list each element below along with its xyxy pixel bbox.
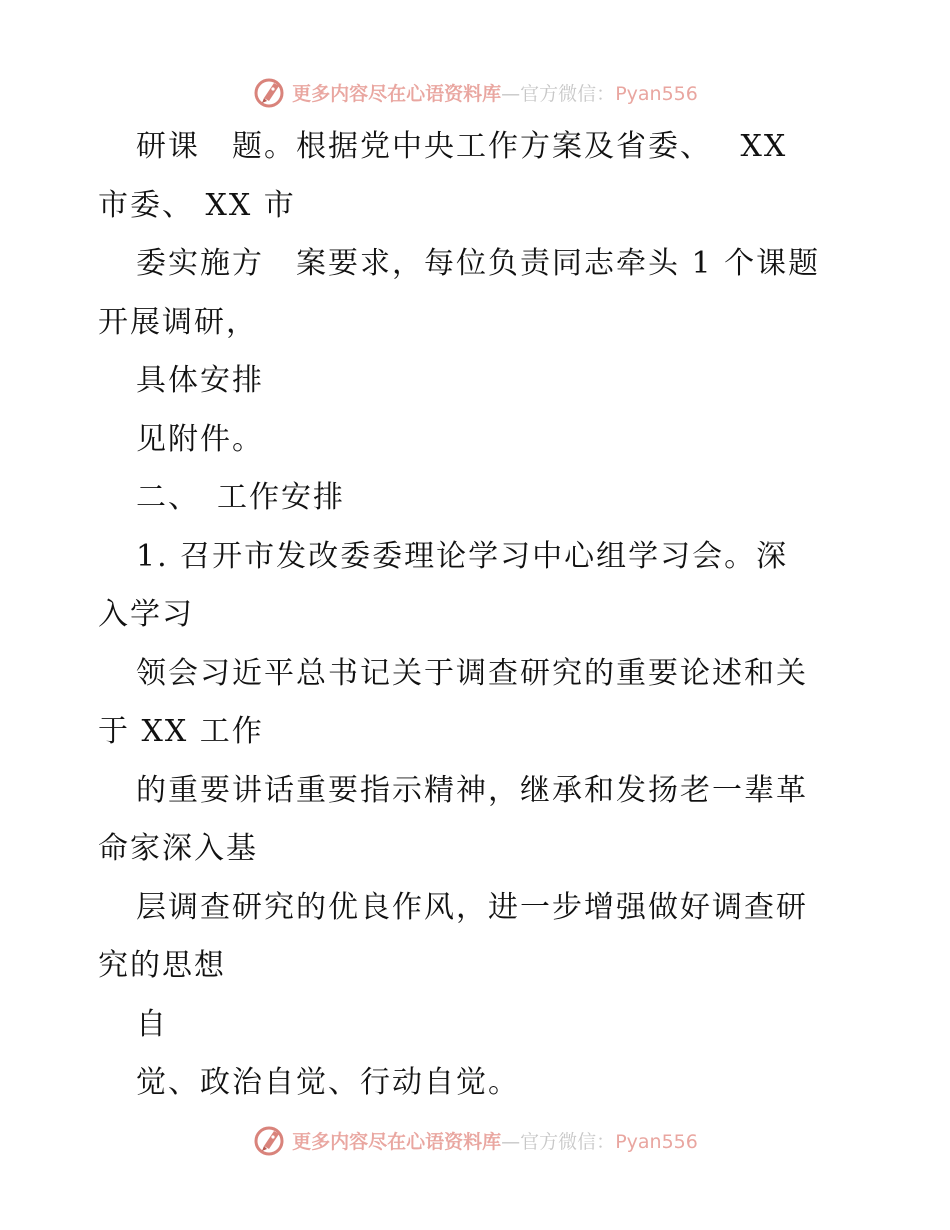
watermark-footer (0, 1120, 950, 1160)
watermark-dash: — (501, 1130, 521, 1153)
text-line: 于 XX 工作 (98, 714, 264, 749)
watermark-wechat-label: 官方微信： (520, 82, 616, 105)
text-line: 市委、 XX 市 (98, 187, 296, 223)
text-line: 具体安排 (136, 363, 264, 398)
watermark-wechat-id: Pyan556 (615, 82, 698, 105)
text-line: 研课 题。根据党中央工作方案及省委、 XX (136, 129, 788, 164)
watermark-header (0, 72, 950, 112)
watermark-wechat-label: 官方微信： (520, 1130, 616, 1153)
text-line: 的重要讲话重要指示精神，继承和发扬老一辈革 (136, 772, 808, 808)
text-line: 究的思想 (98, 948, 226, 983)
text-line: 领会习近平总书记关于调查研究的重要论述和关 (136, 655, 808, 691)
text-line: 层调查研究的优良作风，进一步增强做好调查研 (136, 889, 808, 925)
text-line: 入学习 (98, 597, 194, 632)
text-line: 开展调研， (98, 304, 258, 340)
watermark-slogan: 更多内容尽在心语资料库 (292, 1130, 502, 1153)
watermark-wechat-id: Pyan556 (615, 1130, 698, 1153)
text-line: 委实施方 案要求，每位负责同志牵头 1 个课题 (136, 246, 821, 281)
text-line: 觉、政治自觉、行动自觉。 (136, 1065, 520, 1100)
watermark-slogan: 更多内容尽在心语资料库 (292, 82, 502, 105)
pen-nib-circle-icon (252, 74, 288, 110)
watermark-text (292, 79, 698, 106)
watermark-text (292, 1127, 698, 1154)
text-line: 自 (136, 1006, 168, 1042)
text-line: 命家深入基 (98, 831, 258, 866)
text-line: 见附件。 (136, 421, 264, 457)
document-body (98, 118, 858, 1113)
text-line: 1. 召开市发改委委理论学习中心组学习会。深 (136, 538, 789, 574)
watermark-dash: — (501, 82, 521, 105)
pen-nib-circle-icon (252, 1122, 288, 1158)
section-heading: 二、 工作安排 (136, 480, 345, 515)
